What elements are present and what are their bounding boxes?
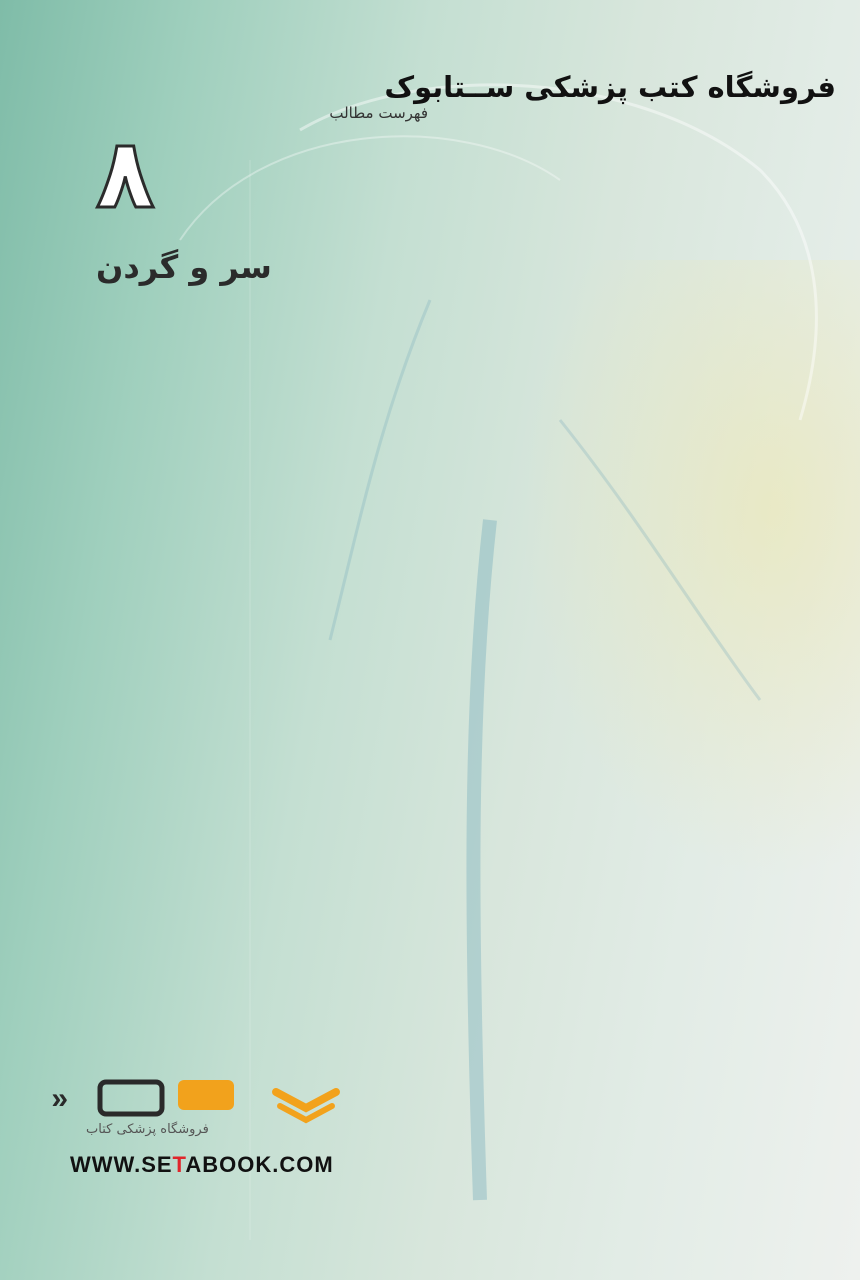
site-url-accent: T [172,1152,186,1177]
chapter-title: سر و گردن [96,248,272,286]
site-url-suffix: ABOOK.COM [185,1152,334,1177]
store-title: فروشگاه کتب پزشکی ســتابوک [384,70,836,104]
setabook-logo-icon [51,1074,366,1128]
toc-subtitle: فهرست مطالب [329,104,428,122]
watermark-brand-text: فروشگاه پزشکی کتاب [86,1122,209,1137]
background-glow [520,260,860,880]
svg-text:«: « [51,1082,68,1115]
chapter-number: ۸ [96,118,155,230]
site-url[interactable] [70,1152,334,1178]
site-url-prefix: WWW.SE [70,1152,173,1177]
